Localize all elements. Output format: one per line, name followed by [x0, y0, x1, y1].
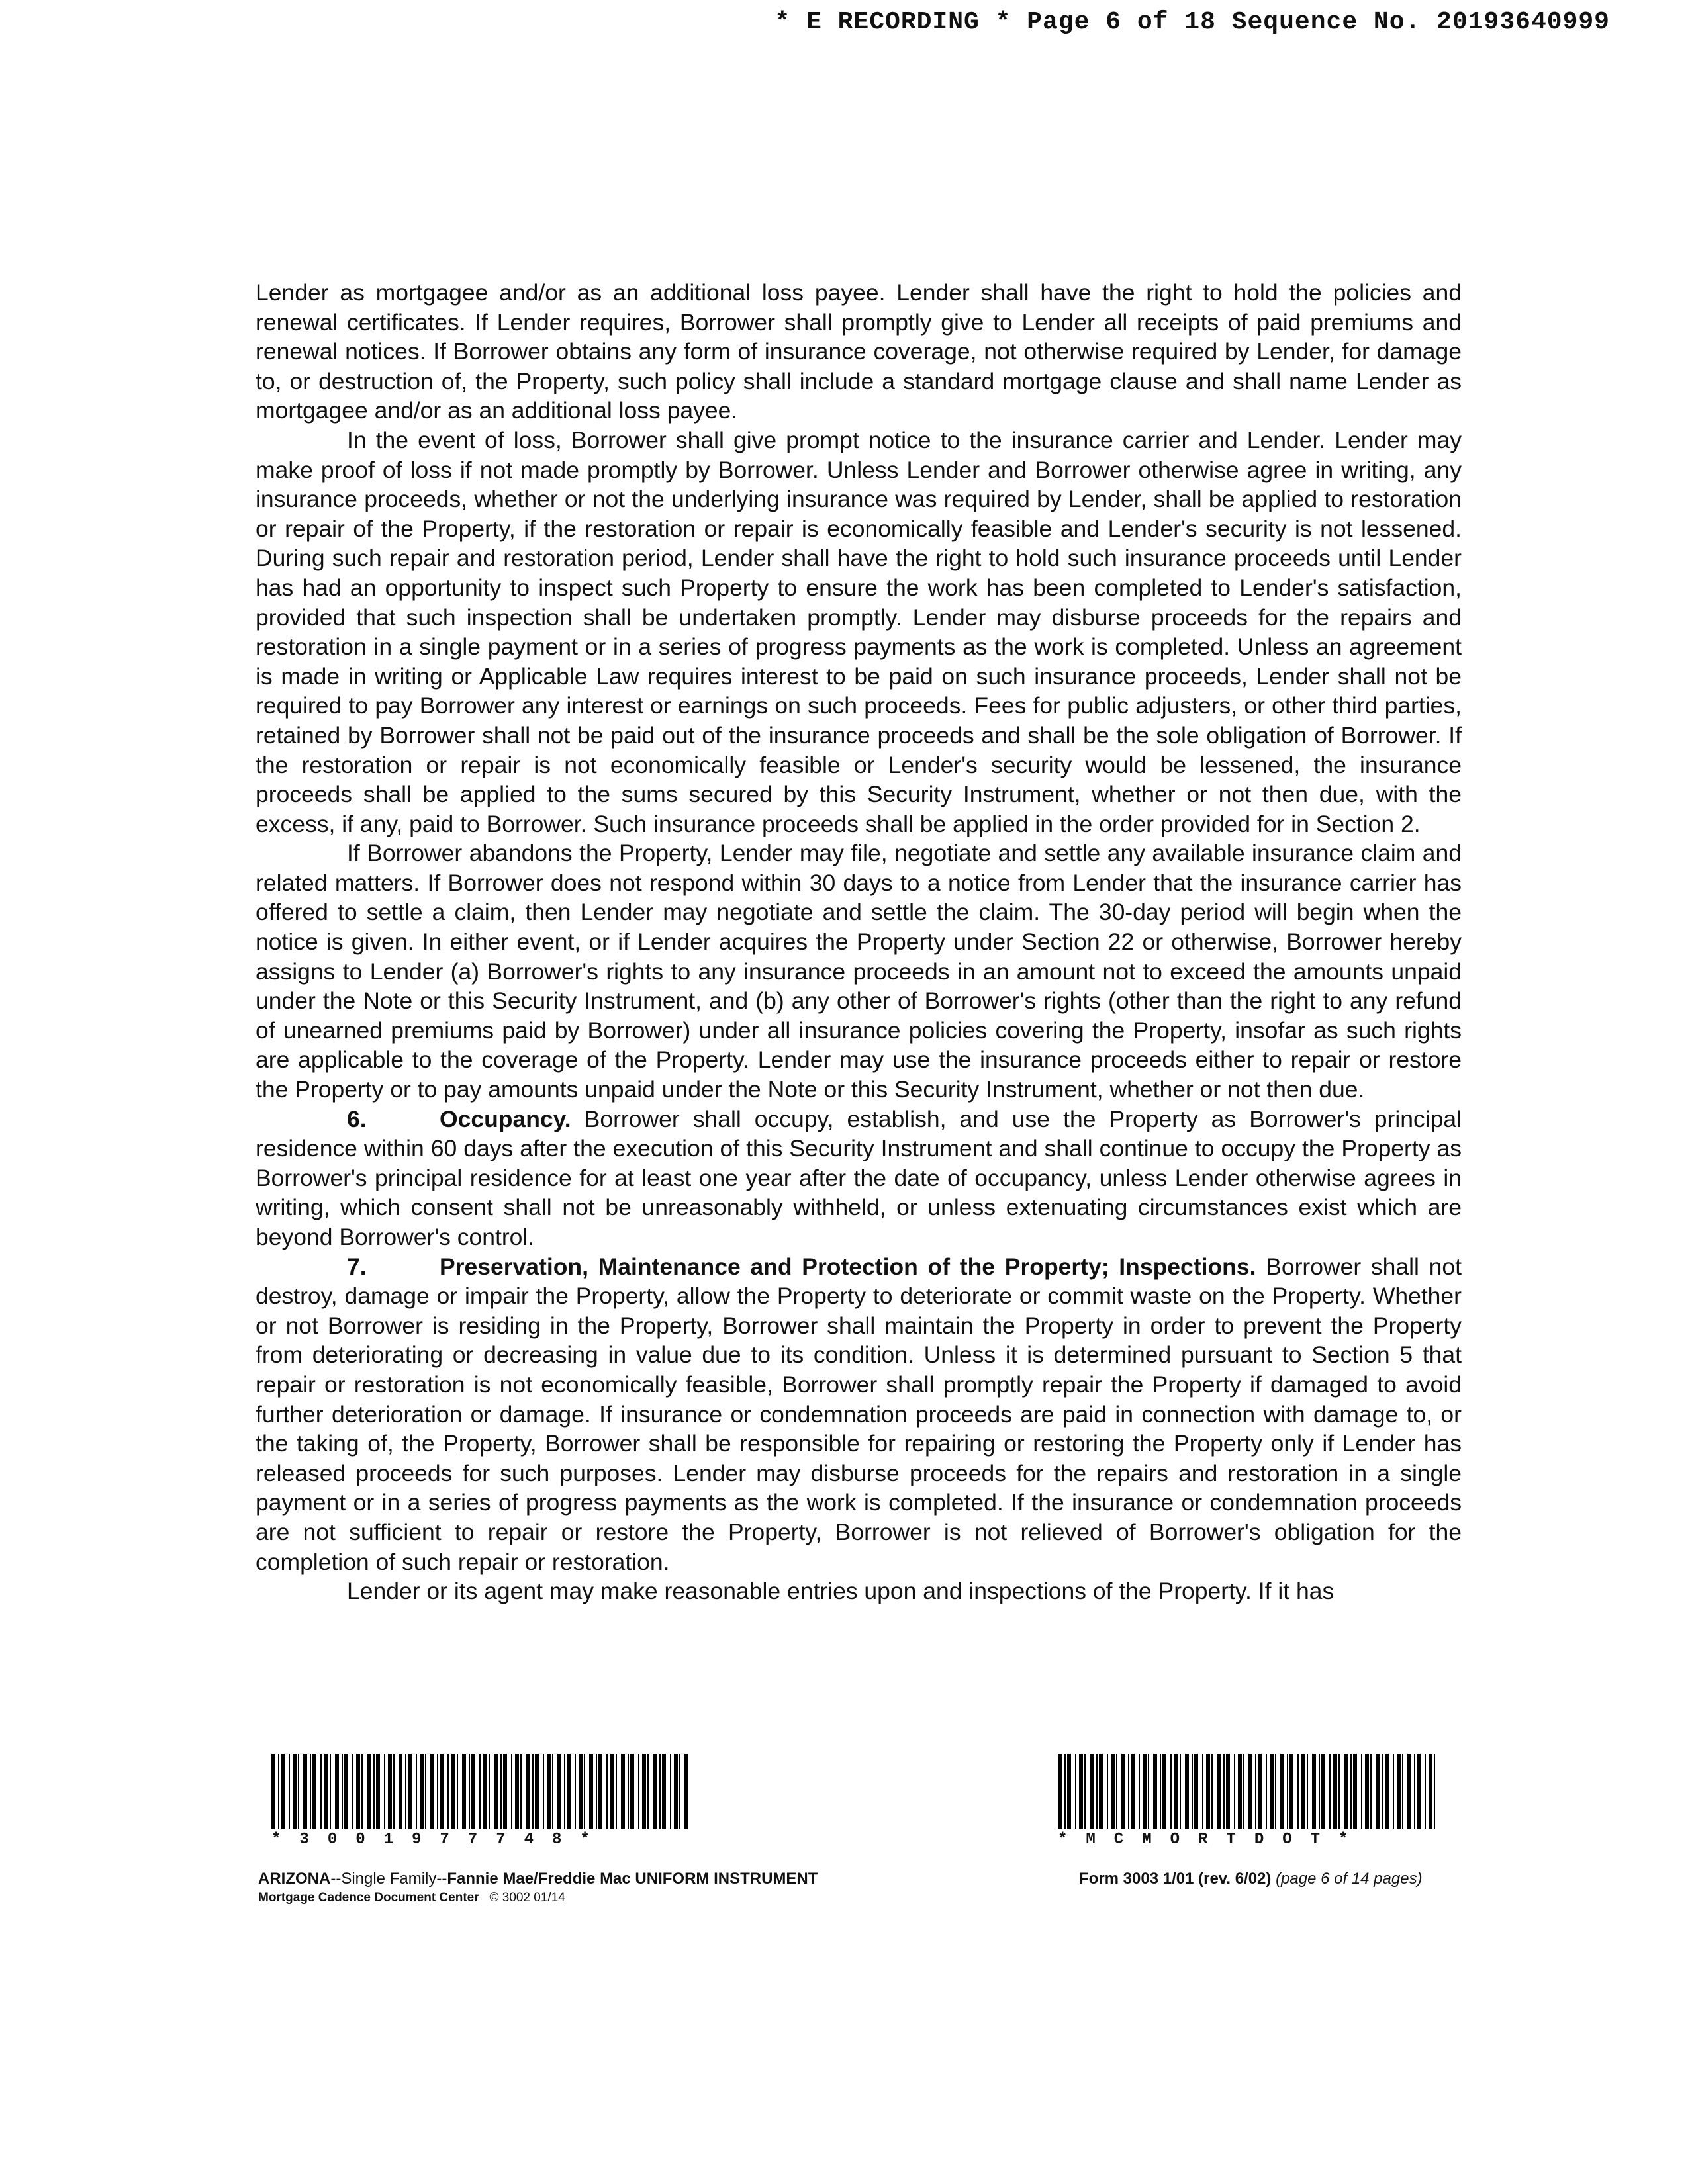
barcode-bar [303, 1754, 307, 1829]
document-center-line [258, 1891, 818, 1905]
document-body [256, 278, 1462, 1606]
barcode-bar [1414, 1754, 1415, 1829]
barcode-bar [393, 1754, 395, 1829]
barcode-bar [489, 1754, 490, 1829]
barcode-bar [1111, 1754, 1115, 1829]
form-number: Form 3003 1/01 (rev. 6/02) [1079, 1870, 1272, 1888]
barcode-bar [356, 1754, 360, 1829]
barcode-bar [293, 1754, 297, 1829]
barcode-bar [1174, 1754, 1178, 1829]
barcode-bar [500, 1754, 502, 1829]
paragraph-event-of-loss: In the event of loss, Borrower shall give prompt notice to the insurance carrier and Lender. Lender may make proof of loss if not made promptly by Borrower. Unless Lender and Borrower otherwise agree in writing, any insurance proceeds, whether or not the underlying insurance was required by Lender, shall be applied to restoration or repair of the Property, if the restoration or repair is economically feasible and Lender's security is not lessened. During such repair and restoration period, Lender shall have the right to hold such insurance proceeds until Lender has had an opportunity to inspect such Property to ensure the work has been completed to Lender's satisfaction, provided that such inspection shall be undertaken promptly. Lender may disburse proceeds for the repairs and restoration in a single payment or in a series of progress payments as the work is completed. Unless an agreement is made in writing or Applicable Law requires interest to be paid on such insurance proceeds, Lender shall not be required to pay Borrower any interest or earnings on such proceeds. Fees for public adjusters, or other third parties, retained by Borrower shall not be paid out of the insurance proceeds and shall be the sole obligation of Borrower. If the restoration or repair is not economically feasible or Lender's security would be lessened, the insurance proceeds shall be applied to the sums secured by this Security Instrument, whether or not then due, with the excess, if any, paid to Borrower. Such insurance proceeds shall be applied in the order provided for in Section 2. [256, 426, 1462, 837]
paragraph-inspections: Lender or its agent may make reasonable entries upon and inspections of the Property. If it has [347, 1578, 1335, 1605]
barcode-bar [1084, 1754, 1086, 1829]
recording-header: * E RECORDING * Page 6 of 18 Sequence No. 20193640999 [774, 8, 1610, 36]
barcode-bar [1287, 1754, 1288, 1829]
barcode-bar [320, 1754, 322, 1829]
barcode-bar [1131, 1754, 1135, 1829]
barcode-bar [1385, 1754, 1389, 1829]
barcode-caption: *3001977748* [271, 1831, 608, 1848]
barcode-bar [659, 1754, 661, 1829]
barcode-bar [330, 1754, 331, 1829]
barcode-bar [532, 1754, 534, 1829]
barcode-bar [425, 1754, 426, 1829]
barcode-bar [430, 1754, 434, 1829]
barcode-bar [1180, 1754, 1181, 1829]
barcode-bar [289, 1754, 290, 1829]
barcode-bar [408, 1754, 412, 1829]
barcode-bar [1333, 1754, 1337, 1829]
barcode-bar [520, 1754, 522, 1829]
barcode-bar [376, 1754, 380, 1829]
barcode-bar [1307, 1754, 1308, 1829]
barcode-bar [621, 1754, 625, 1829]
form-barcode [1058, 1754, 1440, 1848]
barcode-bar [324, 1754, 328, 1829]
barcode-bar [557, 1754, 561, 1829]
barcode-bar [1353, 1754, 1357, 1829]
barcode-bar [344, 1754, 348, 1829]
barcode-bar [1202, 1754, 1203, 1829]
barcode-bar [1289, 1754, 1293, 1829]
barcode-bar [606, 1754, 608, 1829]
barcode-bar [1211, 1754, 1213, 1829]
barcode-bar [616, 1754, 617, 1829]
barcode-bar [1338, 1754, 1340, 1829]
form-identification [258, 1870, 818, 1905]
barcode-bar [457, 1754, 458, 1829]
barcode-bar [494, 1754, 498, 1829]
barcode-bars [1058, 1754, 1440, 1829]
barcode-bar [1099, 1754, 1103, 1829]
barcode-bar [367, 1754, 371, 1829]
barcode-bar [1067, 1754, 1071, 1829]
barcode-bar [399, 1754, 402, 1829]
loan-barcode [271, 1754, 688, 1848]
barcode-bar [416, 1754, 417, 1829]
barcode-bar [638, 1754, 639, 1829]
barcode-bar [1096, 1754, 1098, 1829]
barcode-bar [1139, 1754, 1140, 1829]
barcode-bar [630, 1754, 634, 1829]
barcode-bar [1297, 1754, 1299, 1829]
barcode-bar [1397, 1754, 1401, 1829]
barcode-bar [388, 1754, 392, 1829]
page-info: (page 6 of 14 pages) [1276, 1870, 1423, 1888]
section-number: 6. [347, 1105, 367, 1132]
barcode-bar [1258, 1754, 1262, 1829]
barcode-bar [1143, 1754, 1147, 1829]
form-state: ARIZONA [258, 1870, 331, 1888]
section-text: Borrower shall occupy, establish, and use the Property as Borrower's principal residence within 60 days after the execution of this Security Instrument and shall continue to occupy the Property as Borrower's principal residence for at least one year after the date of occupancy, unless Lender otherwise agrees in writing, which consent shall not be unreasonably withheld, or unless extenuating circumstances exist which are beyond Borrower's control. [256, 1105, 1462, 1250]
barcode-bar [515, 1754, 519, 1829]
barcode-bar [1402, 1754, 1403, 1829]
barcode-bar [1365, 1754, 1369, 1829]
barcode-bar [1266, 1754, 1267, 1829]
barcode-bar [1280, 1754, 1284, 1829]
barcode-bar [281, 1754, 285, 1829]
barcode-bar [1185, 1754, 1189, 1829]
barcode-bar [278, 1754, 279, 1829]
barcode-bar [1121, 1754, 1125, 1829]
document-code: © 3002 01/14 [489, 1891, 565, 1905]
section-7-preservation [256, 1252, 1462, 1577]
barcode-bar [1238, 1754, 1242, 1829]
barcode-bar [1255, 1754, 1256, 1829]
barcode-bar [1064, 1754, 1066, 1829]
barcode-bar [552, 1754, 553, 1829]
barcode-bars [271, 1754, 688, 1829]
section-number: 7. [347, 1253, 367, 1280]
barcode-bar [1153, 1754, 1157, 1829]
barcode-bar [440, 1754, 444, 1829]
barcode-bar [1275, 1754, 1276, 1829]
barcode-bar [1192, 1754, 1193, 1829]
barcode-bar [1319, 1754, 1320, 1829]
barcode-bar [447, 1754, 449, 1829]
barcode-bar [384, 1754, 385, 1829]
barcode-bar [1329, 1754, 1331, 1829]
barcode-bar [1079, 1754, 1083, 1829]
barcode-bar [511, 1754, 512, 1829]
barcode-bar [1407, 1754, 1411, 1829]
barcode-caption: *MCMORTDOT* [1058, 1831, 1367, 1848]
barcode-bar [670, 1754, 671, 1829]
barcode-bar [662, 1754, 666, 1829]
barcode-bar [610, 1754, 614, 1829]
form-name: Fannie Mae/Freddie Mac UNIFORM INSTRUMENT [447, 1870, 818, 1888]
barcode-bar [543, 1754, 544, 1829]
barcode-bar [1206, 1754, 1210, 1829]
barcode-bar [298, 1754, 299, 1829]
barcode-bar [1116, 1754, 1117, 1829]
barcode-bar [1160, 1754, 1161, 1829]
barcode-bar [674, 1754, 678, 1829]
form-title-line [258, 1870, 818, 1888]
barcode-bar [1382, 1754, 1383, 1829]
barcode-bar [1270, 1754, 1274, 1829]
barcode-bar [575, 1754, 576, 1829]
barcode-bar [342, 1754, 343, 1829]
section-text: Borrower shall not destroy, damage or impair the Property, allow the Property to deteriorate or commit waste on the Property. Whether or not Borrower is residing in the Property, Borrower shall maintain the Property in order to prevent the Property from deteriorating or decreasing in value due to its condition. Unless it is determined pursuant to Section 5 that repair or restoration is not economically feasible, Borrower shall promptly repair the Property if damaged to avoid further deterioration or damage. If insurance or condemnation proceeds are paid in connection with damage to, or the taking of, the Property, Borrower shall be responsible for repairing or restoring the Property only if Lender has released proceeds for such purposes. Lender may disburse proceeds for the repairs and restoration in a single payment or in a series of progress payments as the work is completed. If the insurance or condemnation proceeds are not sufficient to repair or restore the Property, Borrower is not relieved of Borrower's obligation for the completion of such repair or restoration. [256, 1253, 1462, 1575]
barcode-bar [1434, 1754, 1435, 1829]
barcode-bar [479, 1754, 481, 1829]
barcode-bar [679, 1754, 680, 1829]
section-title: Preservation, Maintenance and Protection of the Property; Inspections. [440, 1253, 1256, 1280]
barcode-bar [1194, 1754, 1198, 1829]
form-number-line [1079, 1870, 1423, 1888]
barcode-bar [1170, 1754, 1172, 1829]
barcode-bar [1148, 1754, 1149, 1829]
barcode-bar [584, 1754, 585, 1829]
barcode-bar [1234, 1754, 1235, 1829]
document-center: Mortgage Cadence Document Center [258, 1891, 479, 1905]
barcode-bar [310, 1754, 311, 1829]
barcode-bar [1107, 1754, 1108, 1829]
barcode-bar [547, 1754, 551, 1829]
form-type: --Single Family-- [330, 1870, 447, 1888]
barcode-bar [1429, 1754, 1432, 1829]
barcode-bar [1301, 1754, 1305, 1829]
barcode-bar [373, 1754, 375, 1829]
barcode-bar [1350, 1754, 1352, 1829]
barcode-bar [1217, 1754, 1221, 1829]
barcode-bar [271, 1754, 275, 1829]
barcode-bar [1417, 1754, 1421, 1829]
barcode-bar [1226, 1754, 1230, 1829]
barcode-bar [589, 1754, 593, 1829]
barcode-bar [1370, 1754, 1372, 1829]
barcode-bar [1312, 1754, 1316, 1829]
barcode-bar [483, 1754, 487, 1829]
barcode-bar [1223, 1754, 1225, 1829]
barcode-bar [469, 1754, 470, 1829]
barcode-bar [503, 1754, 507, 1829]
barcode-bar [1128, 1754, 1129, 1829]
barcode-bar [437, 1754, 438, 1829]
barcode-bar [579, 1754, 583, 1829]
barcode-bar [1075, 1754, 1076, 1829]
barcode-bar [535, 1754, 539, 1829]
barcode-bar [1248, 1754, 1252, 1829]
barcode-bar [361, 1754, 363, 1829]
barcode-bar [684, 1754, 688, 1829]
barcode-bar [405, 1754, 406, 1829]
barcode-bar [352, 1754, 353, 1829]
barcode-bar [1376, 1754, 1380, 1829]
section-title: Occupancy. [440, 1105, 571, 1132]
barcode-bar [420, 1754, 424, 1829]
document-footer [0, 1754, 1688, 1926]
barcode-bar [653, 1754, 657, 1829]
barcode-bar [1393, 1754, 1394, 1829]
barcode-bar [1162, 1754, 1166, 1829]
barcode-bar [335, 1754, 339, 1829]
barcode-bar [471, 1754, 475, 1829]
section-6-occupancy [256, 1105, 1462, 1252]
barcode-bar [1321, 1754, 1325, 1829]
barcode-bar [1344, 1754, 1348, 1829]
barcode-bar [462, 1754, 466, 1829]
barcode-bar [642, 1754, 646, 1829]
barcode-bar [647, 1754, 649, 1829]
barcode-bar [596, 1754, 597, 1829]
barcode-bar [1361, 1754, 1362, 1829]
barcode-bar [451, 1754, 455, 1829]
barcode-bar [1058, 1754, 1062, 1829]
barcode-bar [628, 1754, 629, 1829]
barcode-bar [598, 1754, 602, 1829]
barcode-bar [1425, 1754, 1426, 1829]
barcode-bar [1090, 1754, 1094, 1829]
barcode-bar [312, 1754, 316, 1829]
barcode-bar [567, 1754, 571, 1829]
paragraph-abandonment: If Borrower abandons the Property, Lender may file, negotiate and settle any available insurance claim and related matters. If Borrower does not respond within 30 days to a notice from Lender that the insurance carrier has offered to settle a claim, then Lender may negotiate and settle the claim. The 30-day period will begin when the notice is given. In either event, or if Lender acquires the Property under Section 22 or otherwise, Borrower hereby assigns to Lender (a) Borrower's rights to any insurance proceeds in an amount not to exceed the amounts unpaid under the Note or this Security Instrument, and (b) any other of Borrower's rights (other than the right to any refund of unearned premiums paid by Borrower) under all insurance policies covering the Property, insofar as such rights are applicable to the coverage of the Property. Lender may use the insurance proceeds either to repair or restore the Property or to pay amounts unpaid under the Note or this Security Instrument, whether or not then due. [256, 840, 1462, 1103]
barcode-bar [564, 1754, 565, 1829]
barcode-bar [526, 1754, 530, 1829]
paragraph-insurance-policies: Lender as mortgagee and/or as an additional loss payee. Lender shall have the right to hold the policies and renewal certificates. If Lender requires, Borrower shall promptly give to Lender all receipts of paid premiums and renewal notices. If Borrower obtains any form of insurance coverage, not otherwise required by Lender, for damage to, or destruction of, the Property, such policy shall include a standard mortgage clause and shall name Lender as mortgagee and/or as an additional loss payee. [256, 279, 1462, 424]
barcode-bar [1243, 1754, 1244, 1829]
